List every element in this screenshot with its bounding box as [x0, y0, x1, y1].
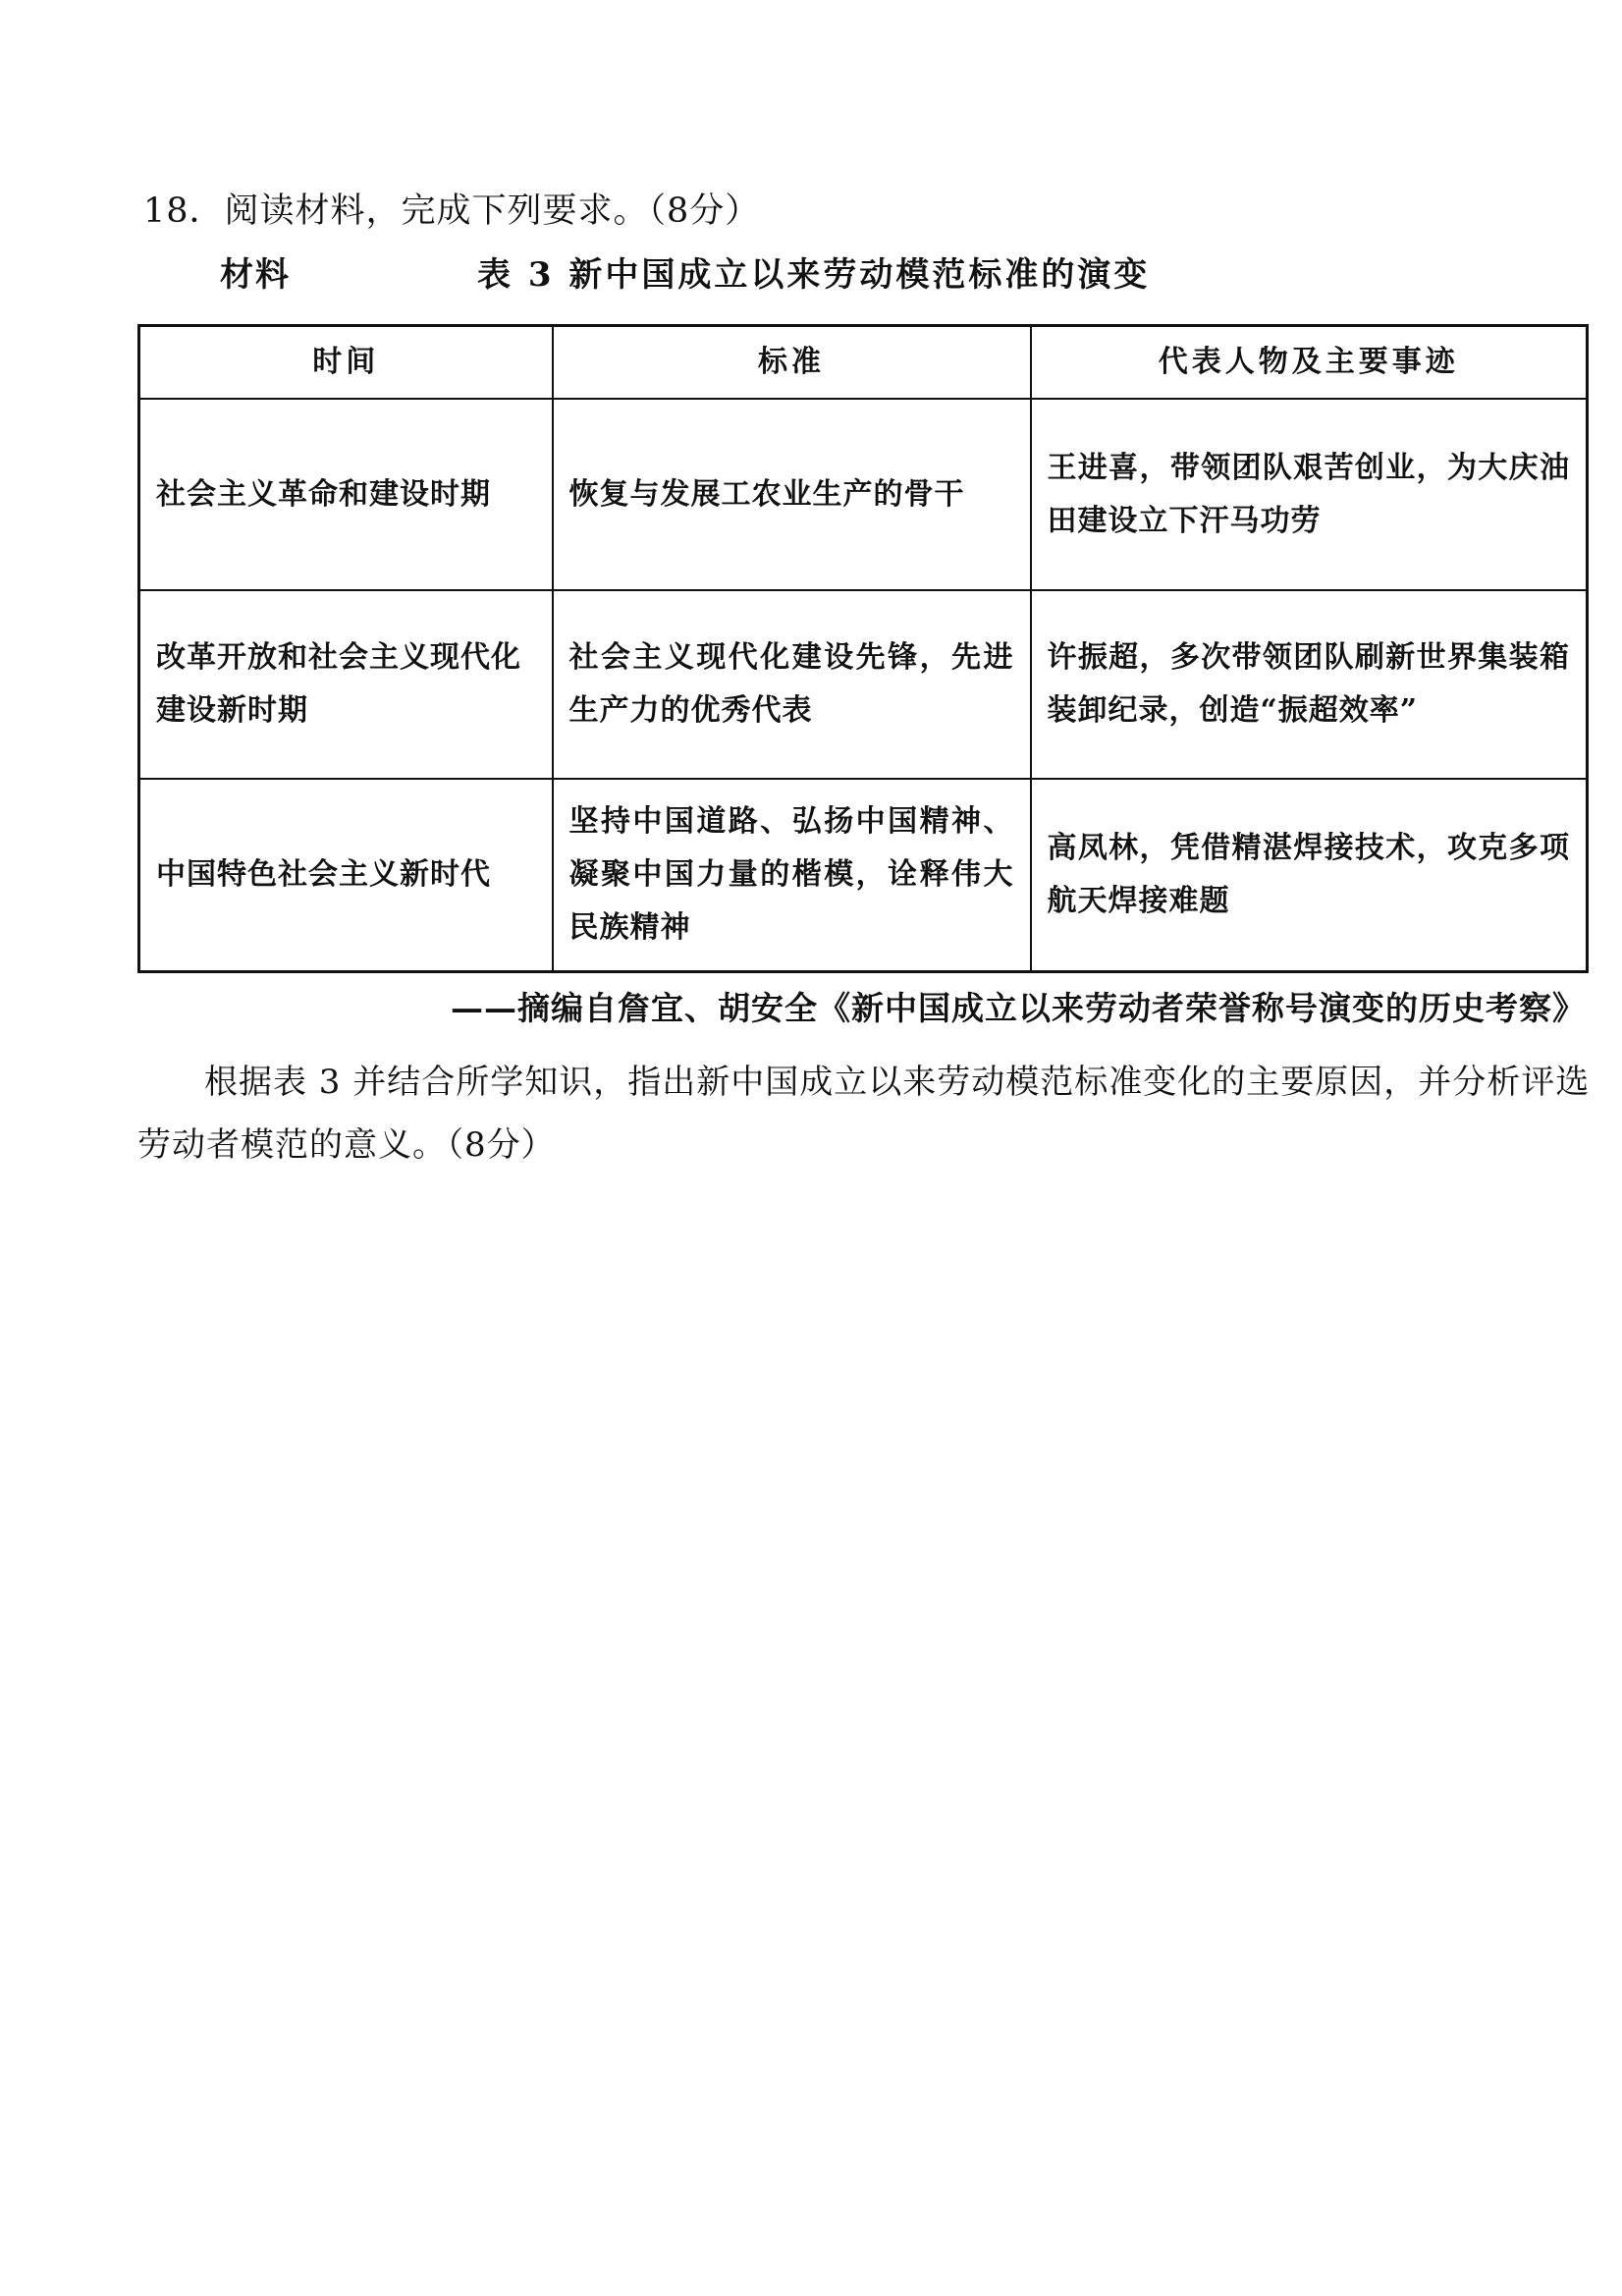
question-prompt: 根据表 3 并结合所学知识，指出新中国成立以来劳动模范标准变化的主要原因，并分析评选劳动者模范的意义。（8分）	[137, 1063, 1591, 1165]
table-header-row	[139, 326, 1588, 400]
source-citation: ——摘编自詹宜、胡安全《新中国成立以来劳动者荣誉称号演变的历史考察》	[451, 989, 1586, 1027]
column-header-standard: 标准	[553, 326, 1031, 400]
table-row	[139, 399, 1588, 590]
standard-cell: 社会主义现代化建设先锋，先进生产力的优秀代表	[553, 590, 1031, 779]
period-cell: 中国特色社会主义新时代	[139, 779, 553, 972]
period-cell: 社会主义革命和建设时期	[139, 399, 553, 590]
period-cell: 改革开放和社会主义现代化建设新时期	[139, 590, 553, 779]
labor-model-table	[137, 324, 1589, 973]
figure-cell: 高凤林，凭借精湛焊接技术，攻克多项航天焊接难题	[1031, 779, 1588, 972]
material-row	[143, 250, 1596, 300]
column-header-figure: 代表人物及主要事迹	[1031, 326, 1588, 400]
table-row	[139, 590, 1588, 779]
standard-cell: 恢复与发展工农业生产的骨干	[553, 399, 1031, 590]
figure-cell: 王进喜，带领团队艰苦创业，为大庆油田建设立下汗马功劳	[1031, 399, 1588, 590]
standard-cell: 坚持中国道路、弘扬中国精神、凝聚中国力量的楷模，诠释伟大民族精神	[553, 779, 1031, 972]
figure-cell: 许振超，多次带领团队刷新世界集装箱装卸纪录，创造“振超效率”	[1031, 590, 1588, 779]
question-heading: 18．阅读材料，完成下列要求。（8分）	[143, 191, 761, 231]
table-row	[139, 779, 1588, 972]
column-header-period: 时间	[139, 326, 553, 400]
table-caption: 表 3 新中国成立以来劳动模范标准的演变	[477, 255, 1151, 295]
material-label: 材料	[220, 255, 291, 295]
